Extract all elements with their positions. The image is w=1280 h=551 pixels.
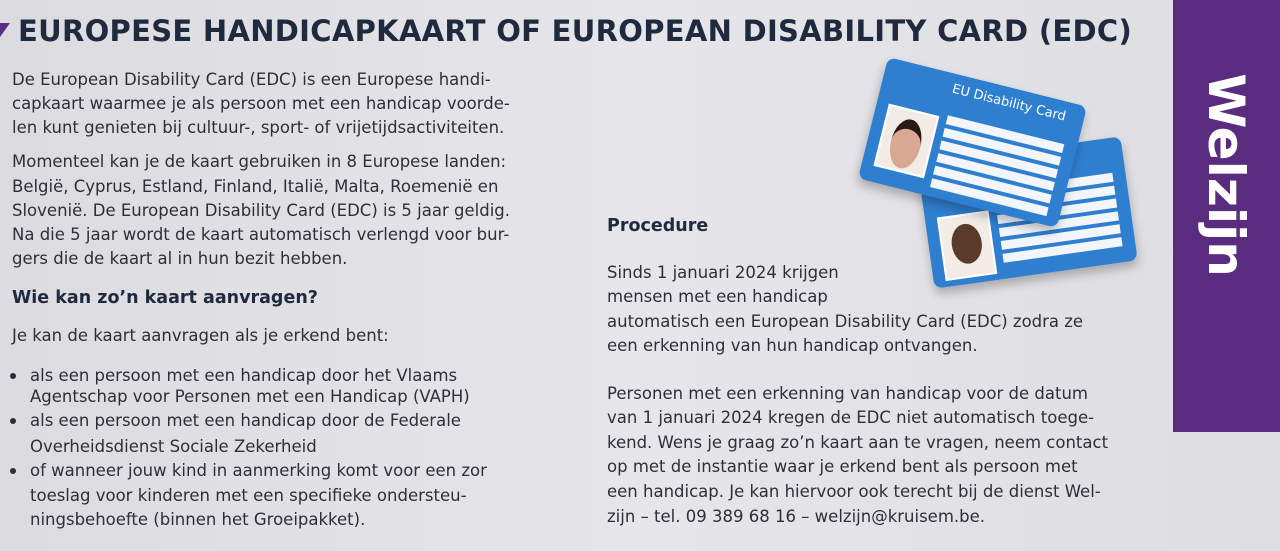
bullet-item-cont: Agentschap voor Personen met een Handicap (VAPH) [30, 387, 470, 406]
countries-line: gers die de kaart al in hun bezit hebben. [12, 249, 348, 268]
procedure-line: van 1 januari 2024 kregen de EDC niet automatisch toege- [607, 408, 1095, 427]
procedure-line: op met de instantie waar je erkend bent als persoon met [607, 457, 1078, 476]
procedure-line: Personen met een erkenning van handicap voor de datum [607, 384, 1088, 403]
card-photo [873, 104, 939, 179]
bullet-item-cont: toeslag voor kinderen met een specifieke ondersteu- [30, 486, 467, 505]
bullet-item-cont: Overheidsdienst Sociale Zekerheid [30, 437, 317, 456]
countries-line: Momenteel kan je de kaart gebruiken in 8 Europese landen: [12, 152, 507, 171]
disability-card-front-image [858, 57, 1087, 228]
title-text: EUROPESE HANDICAPKAART OF EUROPEAN DISABILITY CARD (EDC) [18, 14, 1132, 48]
section-tab-label: Welzijn [1197, 73, 1255, 277]
countries-line: Na die 5 jaar wordt de kaart automatisch verlengd voor bur- [12, 225, 510, 244]
procedure-line: mensen met een handicap [607, 287, 828, 306]
intro-line: De European Disability Card (EDC) is een Europese handi- [12, 70, 491, 89]
procedure-line: een erkenning van hun handicap ontvangen. [607, 336, 978, 355]
procedure-line: automatisch een European Disability Card (EDC) zodra ze [607, 312, 1084, 331]
section-tab [1173, 0, 1280, 432]
bullet-item-cont: ningsbehoefte (binnen het Groeipakket). [30, 510, 366, 529]
who-intro: Je kan de kaart aanvragen als je erkend bent: [12, 326, 389, 345]
bullet-item: of wanneer jouw kind in aanmerking komt voor een zor [30, 461, 487, 480]
intro-line: capkaart waarmee je als persoon met een handicap voorde- [12, 94, 510, 113]
who-heading: Wie kan zo’n kaart aanvragen? [12, 288, 318, 308]
card-label: EU Disability Card [950, 81, 1068, 125]
procedure-line: kend. Wens je graag zo’n kaart aan te vragen, neem contact [607, 433, 1109, 452]
countries-line: België, Cyprus, Estland, Finland, Italië, Malta, Roemenië en [12, 177, 499, 196]
procedure-heading: Procedure [607, 216, 709, 236]
procedure-line: een handicap. Je kan hiervoor ook terecht bij de dienst Wel- [607, 482, 1101, 501]
bullet-item: als een persoon met een handicap door het Vlaams [30, 366, 458, 385]
procedure-line: Sinds 1 januari 2024 krijgen [607, 263, 839, 282]
page-title [0, 14, 1132, 48]
bullet-item: als een persoon met een handicap door de Federale [30, 411, 461, 430]
countries-line: Slovenië. De European Disability Card (EDC) is 5 jaar geldig. [12, 201, 510, 220]
procedure-line: zijn – tel. 09 389 68 16 – welzijn@kruisem.be. [607, 507, 986, 526]
title-marker-icon [0, 23, 10, 37]
card-photo [937, 210, 997, 281]
intro-line: len kunt genieten bij cultuur-, sport- of vrijetijdsactiviteiten. [12, 118, 505, 137]
